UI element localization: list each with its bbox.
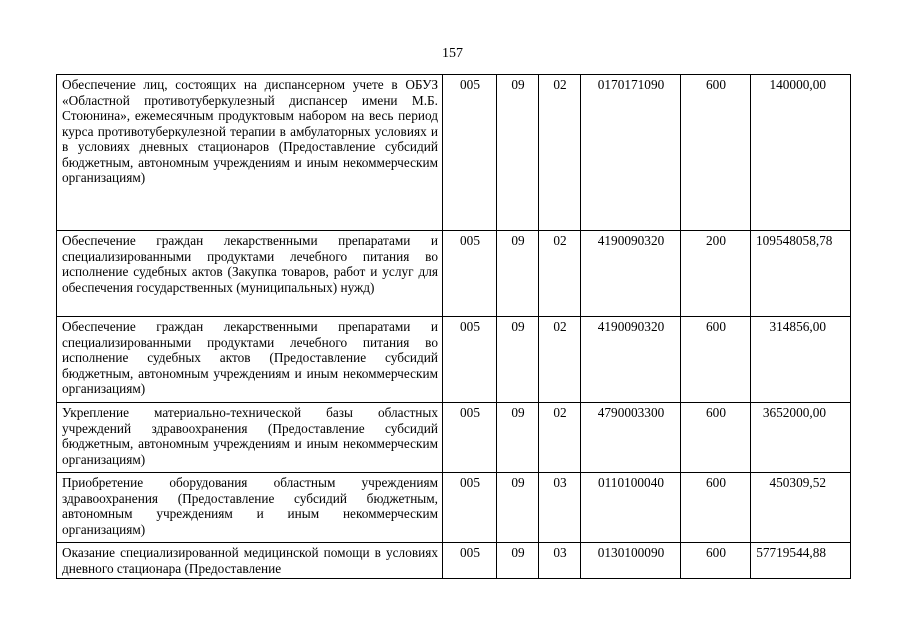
subsection-code: 03 [539,543,581,579]
table-row [57,473,851,543]
amount-value: 450309,52 [751,473,851,543]
expense-type-code: 600 [681,543,751,579]
budget-table [56,74,851,579]
row-description: Обеспечение лиц, состоящих на диспансерном учете в ОБУЗ «Областной противотуберкулезный диспансер имени М.Б. Стоюнина», ежемесячным продуктовым набором на весь период курса противотуберкулезной терапии в амбулаторных условиях и в условиях дневных стационаров (Предоставление субсидий бюджетным, автономным учреждениям и иным некоммерческим организациям) [57,75,443,231]
target-article-code: 0130100090 [581,543,681,579]
ministry-code: 005 [443,231,497,317]
table-row [57,543,851,579]
amount-value: 57719544,88 [751,543,851,579]
target-article-code: 4790003300 [581,403,681,473]
amount-value: 3652000,00 [751,403,851,473]
ministry-code: 005 [443,403,497,473]
row-description: Укрепление материально-технической базы областных учреждений здравоохранения (Предоставление субсидий бюджетным, автономным учреждениям и иным некоммерческим организациям) [57,403,443,473]
expense-type-code: 200 [681,231,751,317]
section-code: 09 [497,543,539,579]
table-row [57,403,851,473]
budget-table-body [57,75,851,579]
target-article-code: 0170171090 [581,75,681,231]
page-number: 157 [442,46,463,61]
section-code: 09 [497,75,539,231]
target-article-code: 4190090320 [581,317,681,403]
subsection-code: 02 [539,403,581,473]
table-row [57,317,851,403]
subsection-code: 03 [539,473,581,543]
section-code: 09 [497,403,539,473]
table-row [57,75,851,231]
table-row [57,231,851,317]
expense-type-code: 600 [681,473,751,543]
ministry-code: 005 [443,317,497,403]
target-article-code: 4190090320 [581,231,681,317]
subsection-code: 02 [539,317,581,403]
subsection-code: 02 [539,231,581,317]
ministry-code: 005 [443,473,497,543]
section-code: 09 [497,317,539,403]
row-description: Обеспечение граждан лекарственными препаратами и специализированными продуктами лечебного питания во исполнение судебных актов (Предоставление субсидий бюджетным, автономным учреждениям и иным некоммерческим организациям) [57,317,443,403]
amount-value: 140000,00 [751,75,851,231]
row-description: Оказание специализированной медицинской помощи в условиях дневного стационара (Предоставление [57,543,443,579]
section-code: 09 [497,473,539,543]
ministry-code: 005 [443,75,497,231]
amount-value: 314856,00 [751,317,851,403]
amount-value: 109548058,78 [751,231,851,317]
subsection-code: 02 [539,75,581,231]
row-description: Приобретение оборудования областным учреждениям здравоохранения (Предоставление субсидий бюджетным, автономным учреждениям и иным некоммерческим организациям) [57,473,443,543]
ministry-code: 005 [443,543,497,579]
target-article-code: 0110100040 [581,473,681,543]
section-code: 09 [497,231,539,317]
expense-type-code: 600 [681,317,751,403]
row-description: Обеспечение граждан лекарственными препаратами и специализированными продуктами лечебного питания во исполнение судебных актов (Закупка товаров, работ и услуг для обеспечения государственных (муниципальных) нужд) [57,231,443,317]
expense-type-code: 600 [681,75,751,231]
expense-type-code: 600 [681,403,751,473]
